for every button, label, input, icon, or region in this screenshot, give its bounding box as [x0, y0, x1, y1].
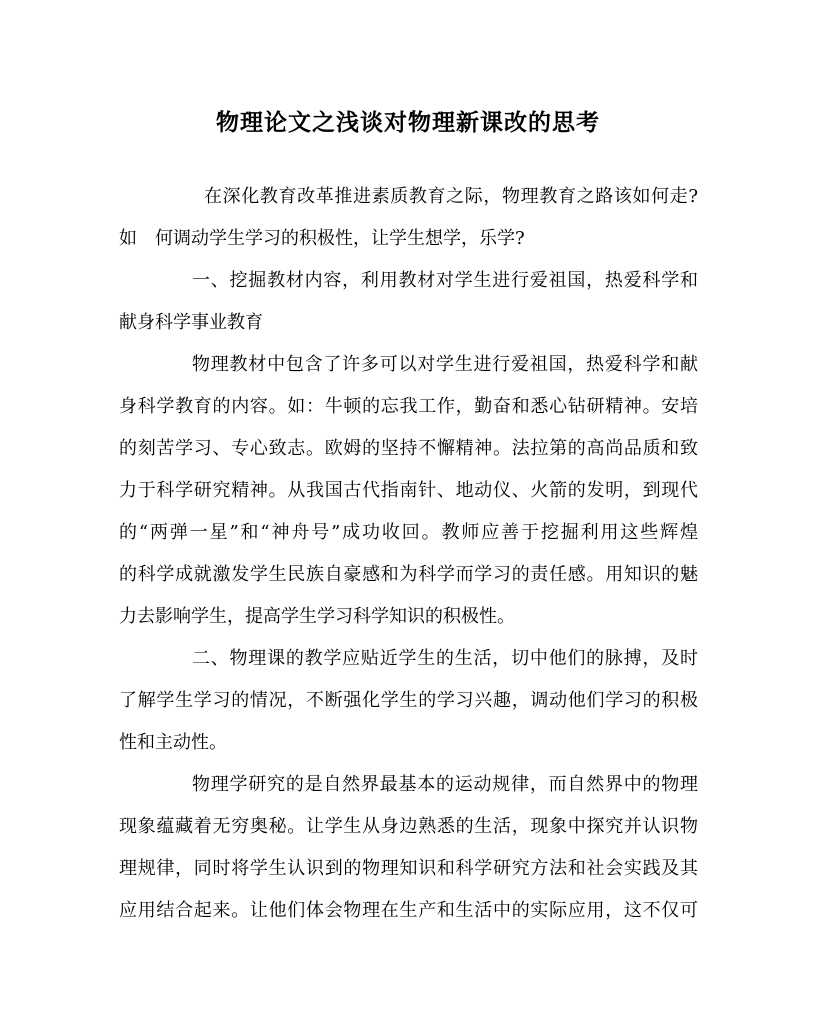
paragraph-line: 的刻苦学习、专心致志。欧姆的坚持不懈精神。法拉第的高尚品质和致 — [119, 438, 698, 459]
paragraph-line: 的“两弹一星”和“神舟号”成功收回。教师应善于挖掘利用这些辉煌 — [119, 522, 698, 543]
section-heading-line: 性和主动性。 — [119, 732, 227, 753]
section-heading-line: 一、挖掘教材内容，利用教材对学生进行爱祖国，热爱科学和 — [192, 270, 698, 291]
paragraph-line: 力去影响学生，提高学生学习科学知识的积极性。 — [119, 606, 515, 627]
paragraph-line: 在深化教育改革推进素质教育之际，物理教育之路该如何走? — [204, 186, 698, 207]
paragraph-line: 现象蕴藏着无穷奥秘。让学生从身边熟悉的生活，现象中探究并认识物 — [119, 816, 698, 837]
paragraph-line: 理规律，同时将学生认识到的物理知识和科学研究方法和社会实践及其 — [119, 858, 698, 879]
paragraph-line: 身科学教育的内容。如：牛顿的忘我工作，勤奋和悉心钻研精神。安培 — [119, 396, 698, 417]
paragraph-line: 的科学成就激发学生民族自豪感和为科学而学习的责任感。用知识的魅 — [119, 564, 698, 585]
section-heading-line: 献身科学事业教育 — [119, 312, 263, 333]
paragraph-line: 力于科学研究精神。从我国古代指南针、地动仪、火箭的发明，到现代 — [119, 480, 698, 501]
paragraph-line: 如 何调动学生学习的积极性，让学生想学，乐学? — [119, 228, 525, 249]
paragraph-line: 应用结合起来。让他们体会物理在生产和生活中的实际应用，这不仅可 — [119, 900, 698, 921]
document-title: 物理论文之浅谈对物理新课改的思考 — [216, 109, 600, 136]
paragraph-line: 物理学研究的是自然界最基本的运动规律，而自然界中的物理 — [192, 774, 698, 795]
section-heading-line: 了解学生学习的情况，不断强化学生的学习兴趣，调动他们学习的积极 — [119, 690, 698, 711]
section-heading-line: 二、物理课的教学应贴近学生的生活，切中他们的脉搏，及时 — [192, 648, 698, 669]
paragraph-line: 物理教材中包含了许多可以对学生进行爱祖国，热爱科学和献 — [192, 354, 698, 375]
